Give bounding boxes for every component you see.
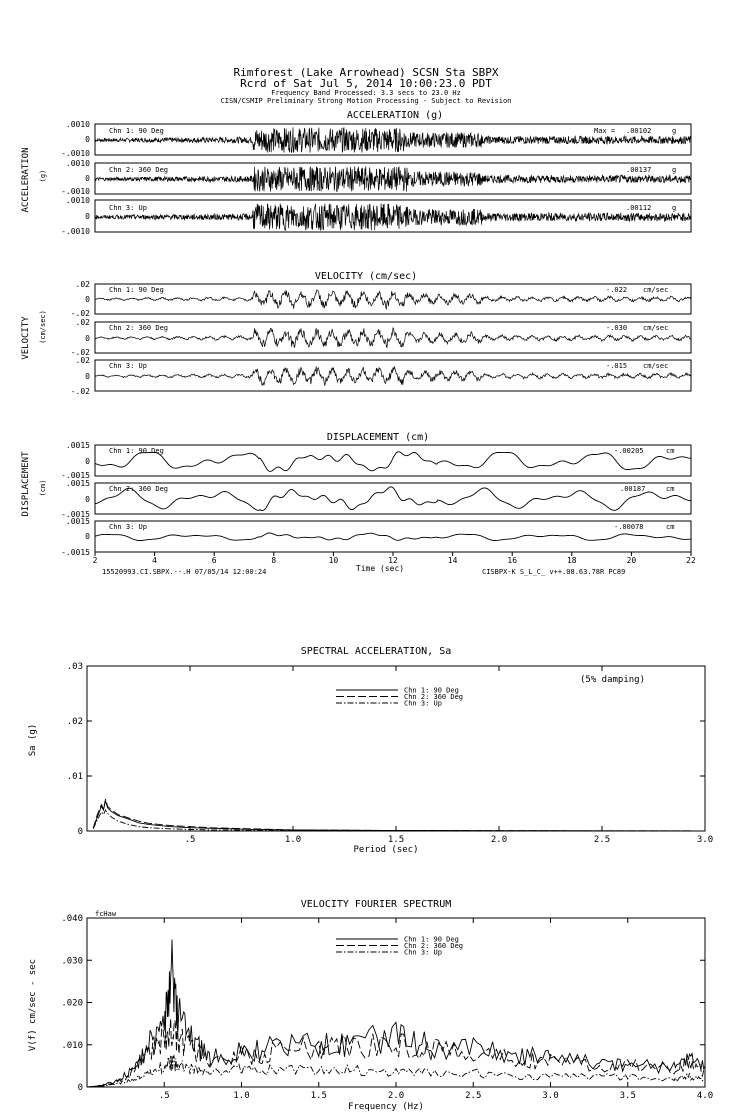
vel-chn3-label: Chn 3: Up	[109, 362, 147, 370]
x-tick-label: 1.5	[310, 1091, 327, 1101]
dis-chn2-unit: cm	[666, 485, 675, 493]
x-tick-label: 2.5	[593, 835, 611, 845]
legend-label: Chn 3: Up	[404, 699, 442, 708]
vel-strip-3	[71, 348, 691, 396]
x-tick-label: 3.0	[696, 835, 714, 845]
acc-strip-2	[61, 149, 691, 194]
time-tick-label: 14	[447, 556, 458, 565]
acc-chn2-max: .00137	[626, 166, 652, 174]
sa-xlabel: Period (sec)	[353, 845, 419, 855]
acc-chn2-unit: g	[672, 166, 677, 174]
acc-tick-bottom-2: -.0010	[61, 187, 90, 196]
vel-tick-zero: 0	[85, 295, 90, 304]
series-line-2	[87, 1018, 705, 1087]
vel-strip-1-frame	[95, 284, 691, 314]
record-id-footer: 15520993.CI.SBPX.--.H 07/05/14 12:00:24	[102, 568, 267, 576]
time-tick-label: 2	[92, 556, 98, 565]
acc-chn2-label: Chn 2: 360 Deg	[109, 166, 169, 174]
displacement-side-label: DISPLACEMENT	[21, 451, 31, 517]
vel-tick-bottom-2: -.02	[70, 348, 90, 357]
legend-label: Chn 2: 360 Deg	[404, 693, 464, 701]
dis-strip-3	[61, 510, 691, 557]
vel-tick-bottom-1: -.02	[70, 309, 90, 318]
acc-tick-top: .0010	[65, 120, 90, 129]
dis-chn1-trace	[95, 452, 691, 472]
acc-tick-bottom-1: -.0010	[61, 149, 90, 158]
dis-tick-bottom-1: -.0015	[61, 471, 90, 480]
acc-chn2-trace	[95, 166, 691, 191]
dis-chn3-label: Chn 3: Up	[109, 523, 147, 531]
dis-tick-zero-3: 0	[85, 532, 90, 541]
displacement-title: DISPLACEMENT (cm)	[326, 432, 430, 443]
dis-chn3-unit: cm	[666, 523, 675, 531]
dis-tick-zero: 0	[85, 457, 90, 466]
dis-tick-zero-2: 0	[85, 495, 90, 504]
spectral-acceleration-chart	[28, 646, 713, 855]
vel-chn1-trace	[95, 290, 691, 309]
dis-strip-1	[66, 441, 691, 476]
x-tick-label: 2.5	[465, 1091, 482, 1101]
y-tick-label: .02	[66, 717, 83, 727]
legend-label: Chn 3: Up	[404, 948, 442, 957]
acc-chn3-label: Chn 3: Up	[109, 204, 147, 212]
vel-chn3-max: -.015	[606, 362, 628, 370]
x-tick-label: 1.0	[284, 835, 302, 845]
sa-series	[93, 799, 705, 831]
legend-label: Chn 1: 90 Deg	[404, 935, 459, 944]
vel-chn3-trace	[95, 366, 691, 385]
time-tick-label: 18	[566, 556, 577, 565]
sa-ylabel: Sa (g)	[28, 723, 38, 757]
vel-tick-zero-3: 0	[85, 372, 90, 381]
vel-chn2-unit: cm/sec	[643, 324, 669, 332]
acc-chn1-max-label: Max =	[594, 127, 616, 135]
vel-strip-1	[76, 280, 691, 314]
acceleration-side-label: ACCELERATION	[21, 147, 31, 213]
time-tick-label: 8	[271, 556, 277, 565]
dis-tick-top-3: .0015	[65, 517, 90, 526]
fs-title: VELOCITY FOURIER SPECTRUM	[300, 899, 452, 910]
legend-label: Chn 1: 90 Deg	[404, 686, 459, 695]
acc-strip-1	[66, 120, 691, 155]
vel-chn1-unit: cm/sec	[643, 286, 669, 294]
software-version-footer: CISBPX-K S_L_C_ v++.08.63.78R PC89	[482, 568, 626, 576]
acc-chn1-unit: g	[672, 127, 677, 135]
dis-strip-1-frame	[95, 445, 691, 476]
sa-damping-note: (5% damping)	[580, 675, 646, 685]
acceleration-unit-label: (g)	[39, 169, 47, 183]
vel-chn2-max: -.030	[606, 324, 628, 332]
velocity-panel	[21, 271, 691, 396]
acc-chn1-max: .00102	[626, 127, 652, 135]
dis-strip-2	[61, 471, 691, 514]
dis-chn2-label: Chn 2: 360 Deg	[109, 485, 169, 493]
dis-chn2-trace	[95, 487, 691, 511]
y-tick-label: .020	[61, 998, 83, 1009]
series-line-2	[93, 799, 705, 831]
time-axis-label: Time (sec)	[355, 564, 405, 573]
time-tick-label: 4	[152, 556, 158, 565]
record-time: Rcrd of Sat Jul 5, 2014 10:00:23.0 PDT	[240, 77, 492, 90]
dis-tick-bottom-3: -.0015	[61, 548, 90, 557]
time-tick-label: 22	[686, 556, 696, 565]
fourier-spectrum-chart	[28, 899, 713, 1112]
frequency-band: Frequency Band Processed: 3.3 secs to 23.0 Hz	[271, 89, 461, 97]
acceleration-panel	[21, 110, 691, 236]
y-tick-label: .010	[61, 1040, 83, 1051]
time-tick-label: 16	[507, 556, 518, 565]
dis-chn2-max: .00187	[620, 485, 646, 493]
vel-tick-bottom-3: -.02	[70, 387, 90, 396]
sa-legend	[336, 687, 463, 708]
sa-ticks	[67, 662, 713, 845]
x-tick-label: 2.0	[490, 835, 508, 845]
series-line-1	[93, 801, 705, 831]
dis-tick-top-2: .0015	[65, 479, 90, 488]
fs-ticks	[61, 914, 713, 1101]
acc-tick-zero-3: 0	[85, 212, 90, 221]
dis-chn1-label: Chn 1: 90 Deg	[109, 447, 164, 455]
y-tick-label: 0	[77, 1083, 83, 1093]
acc-chn3-unit: g	[672, 204, 677, 212]
fs-ylabel: V(f) cm/sec - sec	[28, 958, 38, 1052]
acceleration-title: ACCELERATION (g)	[346, 110, 444, 121]
y-tick-label: .01	[66, 772, 83, 782]
x-tick-label: 1.5	[387, 835, 405, 845]
dis-chn3-trace	[95, 533, 691, 541]
vel-strip-3-frame	[95, 360, 691, 391]
vel-tick-top-3: .02	[75, 356, 90, 365]
y-tick-label: .040	[61, 914, 83, 924]
fs-legend	[336, 936, 463, 957]
time-tick-label: 10	[328, 556, 339, 565]
station-title: Rimforest (Lake Arrowhead) SCSN Sta SBPX	[233, 66, 499, 79]
vel-tick-zero-2: 0	[85, 334, 90, 343]
vel-tick-top-2: .02	[75, 318, 90, 327]
velocity-side-label: VELOCITY	[21, 316, 31, 360]
time-tick-label: 12	[388, 556, 398, 565]
acc-tick-top-3: .0010	[65, 196, 90, 205]
x-tick-label: 3.5	[619, 1091, 636, 1101]
dis-chn3-max: -.00078	[614, 523, 644, 531]
acc-tick-zero: 0	[85, 135, 90, 144]
fs-corner-label: fcHaw	[95, 910, 117, 918]
velocity-unit-label: (cm/sec)	[39, 310, 47, 344]
x-tick-label: 2.0	[387, 1091, 405, 1101]
dis-chn1-max: -.00205	[614, 447, 644, 455]
time-tick-label: 20	[626, 556, 637, 565]
x-tick-label: .5	[158, 1091, 170, 1101]
vel-chn1-label: Chn 1: 90 Deg	[109, 286, 164, 294]
sa-title: SPECTRAL ACCELERATION, Sa	[300, 646, 452, 657]
vel-tick-top: .02	[75, 280, 90, 289]
vel-chn1-max: -.022	[606, 286, 628, 294]
y-tick-label: .03	[66, 662, 83, 672]
vel-strip-2-frame	[95, 322, 691, 353]
fs-series	[87, 940, 705, 1088]
processing-note: CISN/CSMIP Preliminary Strong Motion Processing - Subject to Revision	[220, 97, 512, 105]
sa-frame	[87, 666, 705, 831]
vel-chn2-trace	[95, 328, 691, 348]
x-tick-label: .5	[184, 835, 196, 845]
legend-label: Chn 2: 360 Deg	[404, 942, 464, 950]
fs-xlabel: Frequency (Hz)	[348, 1102, 424, 1112]
vel-chn3-unit: cm/sec	[643, 362, 669, 370]
acc-chn1-label: Chn 1: 90 Deg	[109, 127, 164, 135]
x-tick-label: 3.0	[542, 1091, 559, 1101]
displacement-panel	[21, 432, 696, 576]
x-tick-label: 1.0	[233, 1091, 250, 1101]
acc-tick-zero-2: 0	[85, 174, 90, 183]
velocity-title: VELOCITY (cm/sec)	[314, 271, 418, 282]
dis-tick-top: .0015	[65, 441, 90, 450]
acc-tick-top-2: .0010	[65, 159, 90, 168]
displacement-unit-label: (cm)	[39, 479, 47, 497]
vel-strip-2	[71, 309, 691, 353]
vel-chn2-label: Chn 2: 360 Deg	[109, 324, 169, 332]
y-tick-label: 0	[77, 827, 83, 837]
acc-chn3-trace	[95, 204, 691, 231]
x-tick-label: 4.0	[696, 1091, 714, 1101]
dis-tick-bottom-2: -.0015	[61, 510, 90, 519]
time-tick-label: 6	[211, 556, 217, 565]
dis-chn1-unit: cm	[666, 447, 675, 455]
y-tick-label: .030	[61, 956, 83, 967]
acc-tick-bottom-3: -.0010	[61, 227, 90, 236]
acc-chn3-max: .00112	[626, 204, 652, 212]
